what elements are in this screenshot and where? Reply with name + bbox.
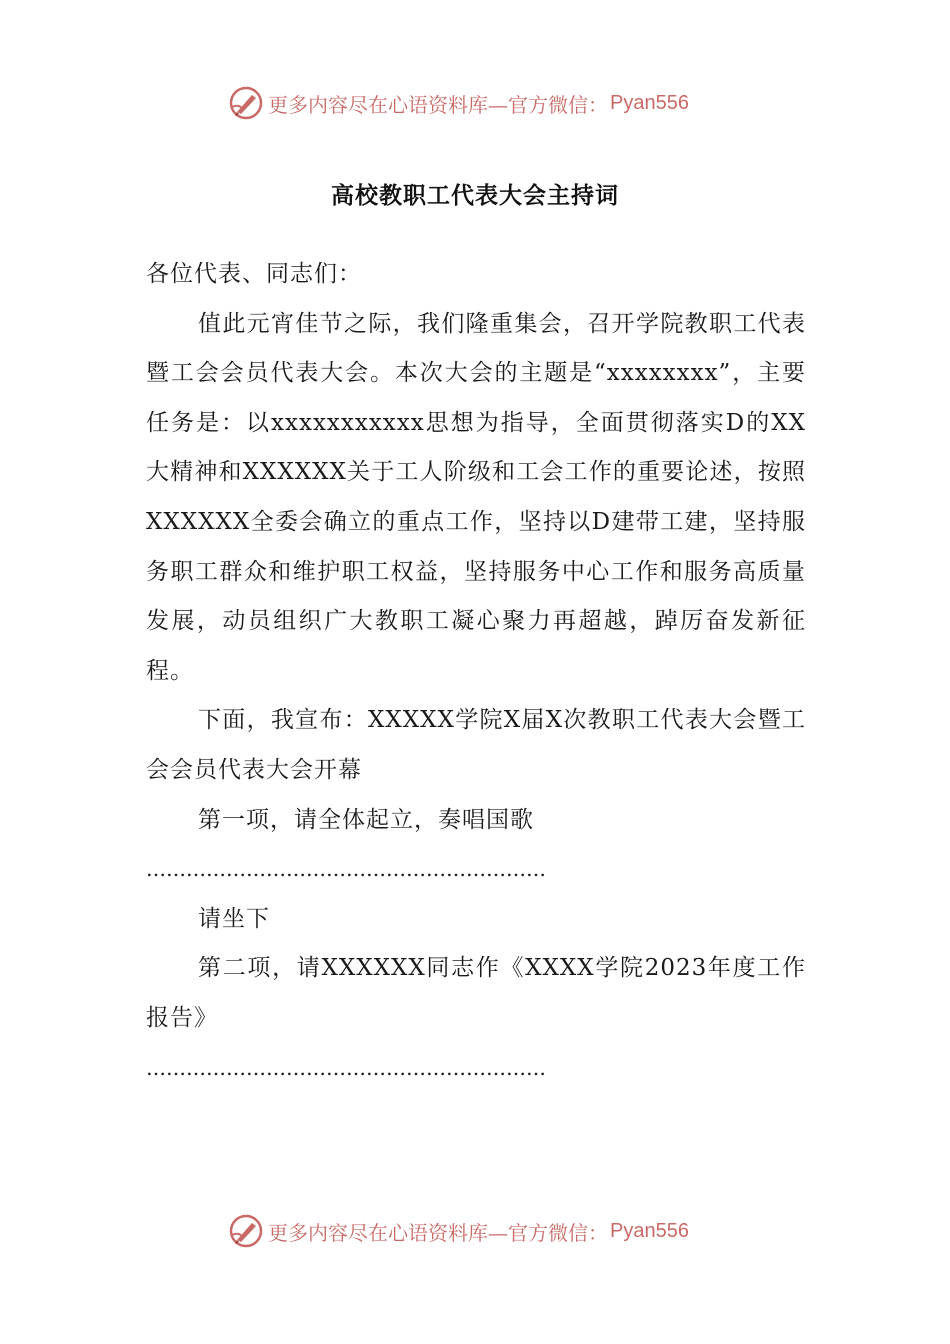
pen-logo-icon xyxy=(228,1213,264,1249)
ellipsis-line-1: …………………………………………………… xyxy=(146,857,546,882)
paragraph-item-2: 第二项，请XXXXXX同志作《XXXX学院2023年度工作报告》 xyxy=(146,955,806,1031)
watermark-header xyxy=(228,83,689,123)
document-body xyxy=(146,250,806,1093)
watermark-wechat-id: Pyan556 xyxy=(610,91,689,114)
paragraph-item-1: 第一项，请全体起立，奏唱国歌 xyxy=(198,806,534,833)
paragraph-sit-down: 请坐下 xyxy=(198,905,270,932)
paragraph-opening: 值此元宵佳节之际，我们隆重集会，召开学院教职工代表暨工会会员代表大会。本次大会的主题是“xxxxxxxx”，主要任务是：以xxxxxxxxxxx思想为指导，全面贯彻落实D的XX大精神和XXXXXX关于工人阶级和工会工作的重要论述，按照XXXXXX全委会确立的重点工作，坚持以D建带工建，坚持服务职工群众和维护职工权益，坚持服务中心工作和服务高质量发展，动员组织广大教职工凝心聚力再超越，踔厉奋发新征程。 xyxy=(146,310,806,684)
pen-logo-icon xyxy=(228,85,264,121)
paragraph-announce: 下面，我宣布：XXXXX学院X届X次教职工代表大会暨工会会员代表大会开幕 xyxy=(146,707,806,783)
salutation: 各位代表、同志们： xyxy=(146,261,362,287)
document-title: 高校教职工代表大会主持词 xyxy=(331,182,619,209)
ellipsis-line-2: …………………………………………………… xyxy=(146,1055,546,1080)
watermark-text: 更多内容尽在心语资料库—官方微信： xyxy=(268,1220,608,1245)
watermark-wechat-id: Pyan556 xyxy=(610,1219,689,1242)
watermark-footer xyxy=(228,1211,689,1251)
watermark-text: 更多内容尽在心语资料库—官方微信： xyxy=(268,92,608,117)
